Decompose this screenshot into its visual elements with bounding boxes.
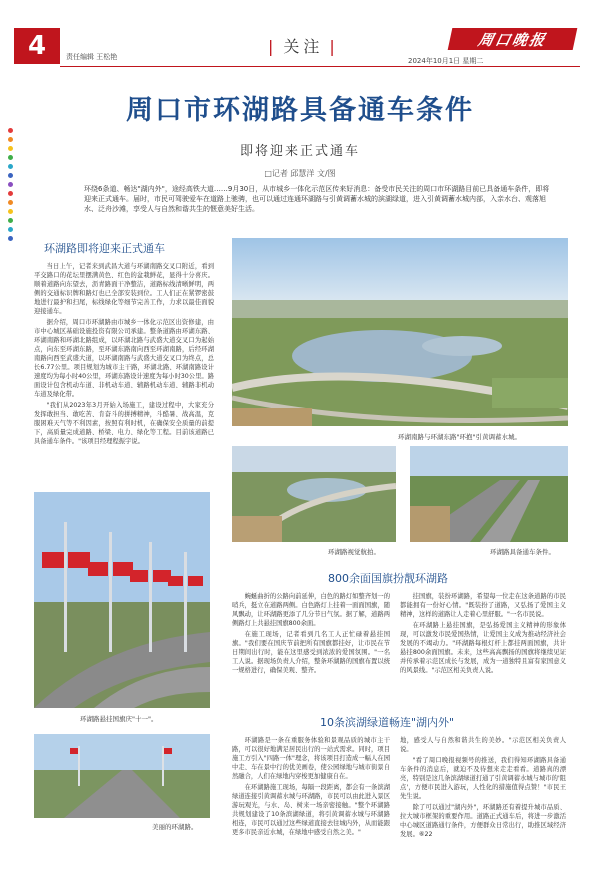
section3-paragraph: "看了周口晚报视频号的推送，我们得知环湖路具备通车条件的消息后，就迫不及待想来走走看看。道路真的漂亮，特别是这几条滨湖绿道打通了引黄调蓄水城与城市的'阻点'，方便市民进入游玩，人性化的措施值得点赞！"市民王先生说。 [400, 757, 566, 800]
section2-paragraph: 在环湖路上悬挂国旗，是弘扬爱国主义精神的形象体现，可以激发市民爱国热情，让爱国主义成为推动经济社会发展的不竭动力。"环湖路每根灯杆上都挂两面国旗，共计悬挂800余面国旗。未来，这些高高飘扬的国旗将继续见证并传承着示范区成长与发展，成为一道独特且富有家国意义的风景线。"示范区相关负责人说。 [400, 622, 566, 674]
caption-left-flags: 环湖路悬挂国旗庆"十一"。 [80, 715, 158, 723]
section3-paragraph: 地，感受人与自然和谐共生的美妙。"示范区相关负责人说。 [400, 737, 566, 753]
section1-paragraph: 当日上午，记者来到武昌大道与环湖南路交叉口附近，看到平交路口的花坛里摆满黄色、红色的盆栽鲜花，显得十分喜庆。顺着道路向东望去，沥青路面干净整洁，道路标线清晰鲜明，两侧的交通标识牌和路灯也已全部安装到位。工人们正在紧锣密鼓地进行最护和扫尾，标线绿化等细节完善工作，力求以最佳面貌迎接通车。 [34, 263, 214, 315]
page-number: 4 [14, 28, 60, 64]
photo-beautiful-road [34, 734, 210, 818]
section2-paragraph: 挂国旗，装扮环湖路，希望每一位走在这条道路的市民都能拥有一份好心情。"既装扮了道路，又弘扬了爱国主义精神，这样的道路让人走着心里舒服。"一名市民说。 [400, 593, 566, 618]
subheadline: 即将迎来正式通车 [239, 144, 360, 159]
section1-paragraph: 据介绍，周口市环湖路由市城乡一体化示范区出资修建，由市中心城区基础设施投资有限公司承建。整条道路由环湖东路、环湖南路和环湖北路组成，以环湖北路与武盛大道交叉口为起始点，向东至环湖东路，至环湖东路南向西至环湖南路，后经环湖南路向西至武盛大道，以环湖南路与武盛大道交叉口为终点，总长6.77公里。项目规划为城市主干路，环湖北路、环湖南路设计速度均为每小时40公里，环湖东路设计速度为每小时30公里。路面设计包含机动车道、非机动车道、辅路机动车道、辅路非机动车道及绿化带。 [34, 319, 214, 398]
decorative-dot [8, 236, 13, 241]
decorative-dot [8, 191, 13, 196]
section3-paragraph: 环湖路是一条在重服务体验和景观品质的城市主干路，可以很好地满足居民出行的一站式需求。同时，项目施工方引入"四路一体"理念，将该项目打造成一幅人在园中走、车在景中行的优美画卷，使公园绿地与城市街景自然融合，人们在绿地内穿梭更加健康自在。 [232, 737, 390, 780]
section1-heading: 环湖路即将迎来正式通车 [44, 242, 165, 255]
section2-heading: 800余面国旗扮靓环湖路 [328, 572, 448, 585]
decorative-dot [8, 209, 13, 214]
byline: □记者 邱慧洋 文/图 [264, 169, 336, 178]
decorative-dot [8, 128, 13, 133]
lead-paragraph: 环绕6条道、畅达"湖内外"，途经高铁大道……9月30日，从市城乡一体化示范区传来好消息：备受市民关注的周口市环湖路目前已具备通车条件，即将迎来正式通车。届时，市民可驾驶爱车在道路上驰骋，也可以通过连通环湖路与引黄调蓄水城的滨湖绿道，进入引黄调蓄水城内部，入亲水台、观落旭水、泛舟沙滩，享受人与自然和谐共生的惬意美好生活。 [84, 185, 550, 213]
section2-body-col1 [232, 592, 390, 677]
photo-lake-aerial [232, 238, 568, 426]
photo-flags-road [34, 492, 210, 708]
section3-heading: 10条滨湖绿道畅连"湖内外" [320, 716, 455, 729]
headline: 周口市环湖路具备通车条件 [126, 95, 474, 126]
section3-paragraph: 除了可以通过"湖内外"，环湖路还有着提升城市品质、拉大城市框架的重要作用。道路正式通车后，将进一步激活中心城区道路通行条件，方便群众日常出行，助推区域经济发展。⑥22 [400, 804, 566, 838]
section3-paragraph: 在环湖路施工现场，每隔一段距离，都会有一条滨湖绿道连接引黄调蓄水城与环湖路，市民可以由此进入景区游玩观光，与水、岛、树来一场亲密接触。"整个环湖路共规划建设了10条滨湖绿道，将引黄调蓄水城与环湖路相连，市民可以通过这些绿道直接去往城内外，从而能跟更多市民亲近水城，在绿地中感受自然之美。" [232, 784, 390, 836]
decorative-dot [8, 227, 13, 232]
issue-date: 2024年10月1日 星期二 [408, 57, 484, 65]
photo-aerial-left [232, 446, 396, 542]
editor-credit: 责任编辑 王松艳 [66, 53, 118, 61]
decorative-dot [8, 218, 13, 223]
section1-paragraph: "我们从2023年3月开始入场施工，建设过程中，大家充分发挥敢担当、敢吃苦、肯奋斗的拼搏精神，斗酷暑、战高温，克服困难天气等不利因素，按照有利时机，在确保安全质量的前提下，高质量完成道路、桥梁、电力、绿化等工程。目前该道路已具备通车条件。"该项目经理程振宇说。 [34, 402, 214, 445]
caption-mid-left: 环湖路视觉航拍。 [328, 548, 380, 556]
newspaper-logo: 周口晚报 [448, 28, 578, 50]
section2-body-col2 [400, 592, 566, 677]
section3-body-col1 [232, 736, 390, 839]
section2-paragraph: 蜿蜒曲折的公路向前延伸，白色的路灯如整齐划一的哨兵，挺立在道路两侧。白色路灯上挂着一面面国旗，随风飘动，让环湖路更添了几分节日气氛。据了解，道路两侧路灯上共悬挂国旗800余面。 [232, 593, 390, 627]
section2-paragraph: 在施工现场，记者看到几名工人正忙碌着悬挂国旗。"我们要在国庆节前把所有国旗都挂好，让市民在节日期间出行时，能在这里感受到浓浓的爱国氛围。"一名工人说。据现场负责人介绍，整条环湖路的国旗布置以统一规格进行，确保美观、整齐。 [232, 631, 390, 674]
caption-left-road: 美丽的环湖路。 [152, 823, 198, 831]
masthead-rule [60, 66, 580, 67]
section3-body-col2 [400, 736, 566, 841]
decorative-dot [8, 200, 13, 205]
caption-mid-right: 环湖路具备通车条件。 [490, 548, 555, 556]
section-name: 关注 [283, 37, 324, 56]
photo-road-right [410, 446, 568, 542]
section-label: | 关注 | [268, 37, 339, 56]
caption-main-photo: 环湖南路与环湖东路"环抱"引黄调蓄水城。 [398, 433, 521, 441]
decorative-dot [8, 182, 13, 187]
section1-body [34, 262, 214, 448]
